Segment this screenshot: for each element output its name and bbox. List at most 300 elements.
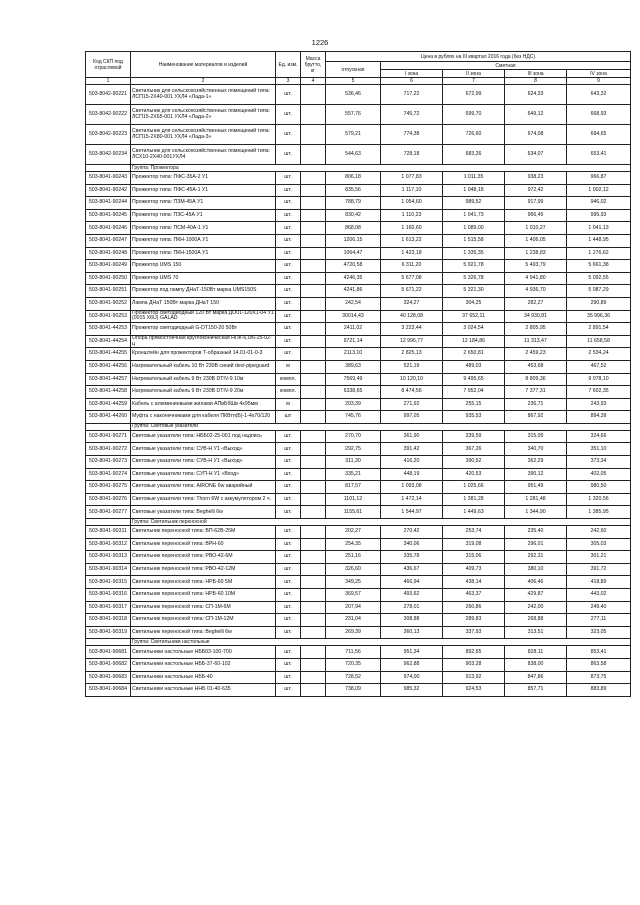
price-zone1-cell: 1 110,23: [381, 209, 443, 222]
price-zone4-cell: 11 658,58: [567, 335, 631, 348]
item-code-cell: 503-8041-90250: [86, 272, 131, 285]
price-zone3-cell: 406,46: [505, 576, 567, 589]
mass-cell: [301, 563, 326, 576]
item-name-cell: Прожектор типа: ПКН-1500А У1: [131, 247, 276, 260]
mass-cell: [301, 506, 326, 519]
mass-cell: [301, 272, 326, 285]
price-zone2-cell: 1 089,00: [443, 222, 505, 235]
item-name-cell: Прожектор светодиодный 120 Вт марка ДО01-120Х1-04 У1 (0015 X6U) GALAD: [132, 310, 274, 322]
price-zone2-cell: 1 449,63: [443, 506, 505, 519]
unit-cell: шт.: [276, 576, 301, 589]
unit-cell: шт.: [276, 197, 301, 210]
unit-cell: м: [276, 398, 301, 411]
price-zone3-cell: 453,68: [505, 360, 567, 373]
price-release-cell: 311,30: [326, 456, 381, 469]
table-row: [86, 468, 631, 481]
table-row: [86, 209, 631, 222]
price-release-cell: 326,60: [326, 563, 381, 576]
price-zone1-cell: 308,88: [381, 614, 443, 627]
table-row: [86, 443, 631, 456]
price-zone4-cell: 668,93: [567, 105, 631, 125]
mass-cell: [301, 456, 326, 469]
price-zone3-cell: 235,40: [505, 526, 567, 539]
unit-cell: шт.: [276, 323, 301, 336]
header-name: Наименование материалов и изделий: [131, 52, 276, 78]
table-row: [86, 184, 631, 197]
unit-cell: шт.: [276, 506, 301, 519]
price-zone2-cell: 1 515,58: [443, 234, 505, 247]
unit-cell: шт.: [276, 209, 301, 222]
price-zone1-cell: 1 544,97: [381, 506, 443, 519]
price-zone2-cell: 253,74: [443, 526, 505, 539]
item-name-cell: Светильник переносной типа: НРБ-60 5М: [131, 576, 276, 589]
item-name-cell: Прожектор светодиодный G-DT150-20 50Вт: [131, 323, 276, 336]
mass-cell: [301, 373, 326, 386]
mass-cell: [301, 658, 326, 671]
table-row: [86, 285, 631, 298]
item-name-cell: Прожектор типа: ПКН-1000А У1: [131, 234, 276, 247]
price-release-cell: 30014,43: [326, 310, 381, 323]
mass-cell: [301, 589, 326, 602]
unit-cell: шт.: [276, 297, 301, 310]
unit-cell: шт.: [276, 247, 301, 260]
unit-cell: шт.: [276, 671, 301, 684]
table-row: [86, 626, 631, 639]
unit-cell: шт.: [276, 684, 301, 697]
table-row: [86, 145, 631, 165]
price-release-cell: 544,63: [326, 145, 381, 165]
table-row: [86, 172, 631, 185]
unit-cell: шт: [276, 411, 301, 424]
price-zone3-cell: 1 281,48: [505, 493, 567, 506]
group-row: [86, 519, 631, 526]
price-zone2-cell: 5 326,78: [443, 272, 505, 285]
price-zone3-cell: 296,01: [505, 538, 567, 551]
mass-cell: [301, 551, 326, 564]
header-zone-3: III зона: [505, 70, 567, 78]
item-code-cell: 503-8041-90273: [86, 456, 131, 469]
price-zone3-cell: 634,07: [505, 145, 567, 165]
price-zone1-cell: 335,78: [381, 551, 443, 564]
price-release-cell: 4720,58: [326, 260, 381, 273]
unit-cell: м: [276, 360, 301, 373]
price-zone1-cell: 974,00: [381, 671, 443, 684]
item-code-cell: 503-8041-90313: [86, 551, 131, 564]
item-code-cell: 503-8041-90253: [86, 310, 131, 323]
price-zone2-cell: 37 652,11: [443, 310, 505, 323]
header-zone-4: IV зона: [567, 70, 631, 78]
table-row: [86, 398, 631, 411]
price-zone1-cell: 466,94: [381, 576, 443, 589]
price-zone4-cell: 5 661,38: [567, 260, 631, 273]
price-zone2-cell: 304,25: [443, 297, 505, 310]
price-release-cell: 270,70: [326, 430, 381, 443]
price-release-cell: 369,57: [326, 589, 381, 602]
item-code-cell: 503-8041-44254: [86, 335, 131, 348]
price-zone2-cell: 5 921,78: [443, 260, 505, 273]
price-zone4-cell: 402,05: [567, 468, 631, 481]
price-zone2-cell: 683,26: [443, 145, 505, 165]
price-zone4-cell: 1 320,56: [567, 493, 631, 506]
unit-cell: шт.: [276, 184, 301, 197]
price-zone4-cell: 2 891,54: [567, 323, 631, 336]
table-row: [86, 222, 631, 235]
mass-cell: [301, 222, 326, 235]
mass-cell: [301, 526, 326, 539]
price-release-cell: 728,52: [326, 671, 381, 684]
mass-cell: [301, 310, 326, 323]
price-zone1-cell: 8 474,56: [381, 386, 443, 399]
price-zone4-cell: 883,89: [567, 684, 631, 697]
item-code-cell: 503-8042-90234: [86, 145, 131, 165]
price-zone1-cell: 5 677,08: [381, 272, 443, 285]
table-row: [86, 493, 631, 506]
price-zone3-cell: 8 809,36: [505, 373, 567, 386]
group-label: Группа: Световые указатели: [131, 423, 631, 430]
table-row: [86, 481, 631, 494]
price-zone1-cell: 493,62: [381, 589, 443, 602]
price-zone3-cell: 282,27: [505, 297, 567, 310]
table-row: [86, 614, 631, 627]
price-zone1-cell: 5 671,22: [381, 285, 443, 298]
item-name-cell: Прожектор типа: ПЗМ-45А У1: [131, 197, 276, 210]
item-code-cell: 503-8041-90311: [86, 526, 131, 539]
price-release-cell: 7569,49: [326, 373, 381, 386]
mass-cell: [301, 234, 326, 247]
price-zone1-cell: 360,13: [381, 626, 443, 639]
price-zone3-cell: 867,92: [505, 411, 567, 424]
price-zone3-cell: 938,23: [505, 172, 567, 185]
price-zone2-cell: 489,03: [443, 360, 505, 373]
item-code-cell: 503-8041-90317: [86, 601, 131, 614]
unit-cell: шт.: [276, 481, 301, 494]
price-zone3-cell: 292,31: [505, 551, 567, 564]
table-row: [86, 526, 631, 539]
price-zone2-cell: 892,65: [443, 646, 505, 659]
item-name-cell: Кабель с алюминиевыми жилами АПвБбШв 4х95мм: [131, 398, 276, 411]
mass-cell: [301, 430, 326, 443]
mass-cell: [301, 601, 326, 614]
price-zone2-cell: 903,28: [443, 658, 505, 671]
item-name-cell: Световые указатели типа: НББ02-25-001 под надпись: [131, 430, 276, 443]
price-zone4-cell: 243,93: [567, 398, 631, 411]
mass-cell: [301, 260, 326, 273]
price-zone3-cell: 2 805,95: [505, 323, 567, 336]
mass-cell: [301, 172, 326, 185]
item-name-cell: Световые указатели типа: AIRONE 6w аварийный: [131, 481, 276, 494]
col-number: 6: [381, 78, 443, 85]
price-release-cell: 720,35: [326, 658, 381, 671]
table-row: [86, 197, 631, 210]
price-zone1-cell: 774,38: [381, 125, 443, 145]
price-zone2-cell: 913,92: [443, 671, 505, 684]
price-zone2-cell: 672,99: [443, 85, 505, 105]
price-zone2-cell: 409,73: [443, 563, 505, 576]
price-zone3-cell: 34 930,81: [505, 310, 567, 323]
item-code-cell: 503-8041-90247: [86, 234, 131, 247]
price-zone3-cell: 4 941,80: [505, 272, 567, 285]
item-name-cell: Кронштейн для прожекторов Т-образный 14.01-01-0-3: [131, 348, 276, 361]
price-zone1-cell: 1 077,83: [381, 172, 443, 185]
table-row: [86, 551, 631, 564]
price-zone1-cell: 1 472,14: [381, 493, 443, 506]
item-code-cell: 503-8041-90316: [86, 589, 131, 602]
item-name-cell: Прожектор UMS 70: [131, 272, 276, 285]
price-release-cell: 817,57: [326, 481, 381, 494]
price-zone2-cell: 420,53: [443, 468, 505, 481]
unit-cell: шт.: [276, 614, 301, 627]
price-release-cell: 745,76: [326, 411, 381, 424]
price-release-cell: 835,56: [326, 184, 381, 197]
price-release-cell: 202,27: [326, 526, 381, 539]
price-zone3-cell: 674,08: [505, 125, 567, 145]
price-zone4-cell: 418,89: [567, 576, 631, 589]
price-zone4-cell: 873,75: [567, 671, 631, 684]
price-zone3-cell: 857,71: [505, 684, 567, 697]
price-zone4-cell: 1 448,95: [567, 234, 631, 247]
price-zone3-cell: 2 459,23: [505, 348, 567, 361]
mass-cell: [301, 646, 326, 659]
price-zone2-cell: 3 024,54: [443, 323, 505, 336]
item-name-cell: Светильник для сельскохозяйственных помещений типа: ЛСХ10-2Х40-001УХЛ4: [131, 145, 276, 165]
price-zone2-cell: 9 495,65: [443, 373, 505, 386]
mass-cell: [301, 145, 326, 165]
price-zone1-cell: 1 093,08: [381, 481, 443, 494]
item-name-cell: Светильник переносной типа: РВО-42-6М: [131, 551, 276, 564]
mass-cell: [301, 105, 326, 125]
price-zone1-cell: 521,19: [381, 360, 443, 373]
mass-cell: [301, 626, 326, 639]
unit-cell: шт.: [276, 260, 301, 273]
group-row: [86, 423, 631, 430]
unit-cell: шт.: [276, 538, 301, 551]
price-zone2-cell: 1 041,73: [443, 209, 505, 222]
header-unit: Ед. изм.: [276, 52, 301, 78]
price-zone3-cell: 1 238,83: [505, 247, 567, 260]
price-zone4-cell: 5 087,29: [567, 285, 631, 298]
price-zone2-cell: 726,60: [443, 125, 505, 145]
table-row: [86, 411, 631, 424]
unit-cell: шт.: [276, 310, 301, 323]
price-release-cell: 579,21: [326, 125, 381, 145]
unit-cell: шт.: [276, 658, 301, 671]
mass-cell: [301, 386, 326, 399]
price-zone4-cell: 863,58: [567, 658, 631, 671]
price-zone1-cell: 6 311,20: [381, 260, 443, 273]
unit-cell: компл.: [276, 373, 301, 386]
price-zone1-cell: 436,67: [381, 563, 443, 576]
item-code-cell: 503-8041-90275: [86, 481, 131, 494]
price-release-cell: 349,25: [326, 576, 381, 589]
price-zone4-cell: 277,11: [567, 614, 631, 627]
col-number: 2: [131, 78, 276, 85]
price-zone2-cell: 260,86: [443, 601, 505, 614]
header-zone-2: II зона: [443, 70, 505, 78]
unit-cell: шт.: [276, 125, 301, 145]
mass-cell: [301, 285, 326, 298]
item-name-cell: Светильник переносной типа: СП-1М-6М: [131, 601, 276, 614]
price-zone2-cell: 2 650,81: [443, 348, 505, 361]
price-zone2-cell: 339,59: [443, 430, 505, 443]
mass-cell: [301, 335, 326, 348]
item-name-cell: Муфта с наконечниками для кабеля ПКВтп(Б)-1-4х70/120: [131, 411, 276, 424]
price-zone4-cell: 290,89: [567, 297, 631, 310]
header-estimate: Сметная: [381, 62, 631, 70]
item-code-cell: 503-8041-90683: [86, 671, 131, 684]
item-code-cell: 503-8041-44258: [86, 386, 131, 399]
price-zone4-cell: 301,21: [567, 551, 631, 564]
price-zone3-cell: 390,12: [505, 468, 567, 481]
price-zone1-cell: 1 423,18: [381, 247, 443, 260]
mass-cell: [301, 125, 326, 145]
price-release-cell: 711,56: [326, 646, 381, 659]
unit-cell: шт.: [276, 348, 301, 361]
price-release-cell: 806,18: [326, 172, 381, 185]
item-code-cell: 503-8041-90312: [86, 538, 131, 551]
price-zone2-cell: 438,14: [443, 576, 505, 589]
mass-cell: [301, 184, 326, 197]
price-release-cell: 2113,10: [326, 348, 381, 361]
price-zone2-cell: 989,52: [443, 197, 505, 210]
item-name-cell: Светильник переносной типа: РВО-42-12М: [131, 563, 276, 576]
price-zone4-cell: 1 385,95: [567, 506, 631, 519]
price-zone3-cell: 380,10: [505, 563, 567, 576]
price-zone3-cell: 951,49: [505, 481, 567, 494]
price-zone4-cell: 694,65: [567, 125, 631, 145]
price-zone3-cell: 1 406,05: [505, 234, 567, 247]
price-release-cell: 1155,61: [326, 506, 381, 519]
price-zone4-cell: 653,41: [567, 145, 631, 165]
price-zone1-cell: 448,19: [381, 468, 443, 481]
table-row: [86, 430, 631, 443]
item-name-cell: Световые указатели типа: Beghelli 6w: [131, 506, 276, 519]
mass-cell: [301, 538, 326, 551]
price-zone2-cell: 12 184,86: [443, 335, 505, 348]
price-zone1-cell: 962,88: [381, 658, 443, 671]
price-zone3-cell: 838,00: [505, 658, 567, 671]
price-release-cell: 251,16: [326, 551, 381, 564]
item-code-cell: 503-8041-90319: [86, 626, 131, 639]
price-zone3-cell: 429,87: [505, 589, 567, 602]
mass-cell: [301, 247, 326, 260]
unit-cell: шт.: [276, 285, 301, 298]
price-zone1-cell: 717,22: [381, 85, 443, 105]
mass-cell: [301, 576, 326, 589]
unit-cell: шт.: [276, 430, 301, 443]
price-zone3-cell: 966,45: [505, 209, 567, 222]
group-spacer: [86, 639, 131, 646]
price-zone2-cell: 337,93: [443, 626, 505, 639]
price-zone1-cell: 951,34: [381, 646, 443, 659]
price-zone4-cell: 894,39: [567, 411, 631, 424]
mass-cell: [301, 493, 326, 506]
unit-cell: шт.: [276, 85, 301, 105]
item-name-cell: Светильники настольные НББ-40: [131, 671, 276, 684]
item-name-cell: Светильники настольные ННБ 01-40-635: [131, 684, 276, 697]
item-code-cell: 503-8041-90245: [86, 209, 131, 222]
price-zone4-cell: 467,52: [567, 360, 631, 373]
price-zone3-cell: 362,29: [505, 456, 567, 469]
unit-cell: шт.: [276, 222, 301, 235]
price-release-cell: 557,76: [326, 105, 381, 125]
price-zone1-cell: 271,92: [381, 398, 443, 411]
item-code-cell: 503-8041-44253: [86, 323, 131, 336]
mass-cell: [301, 411, 326, 424]
item-code-cell: 503-8041-90243: [86, 172, 131, 185]
price-release-cell: 335,21: [326, 468, 381, 481]
item-name-cell: Прожектор типа: ПЗС-45А У1: [131, 209, 276, 222]
price-zone2-cell: 1 048,18: [443, 184, 505, 197]
item-name-cell: Светильник переносной типа: НРБ-60 10М: [131, 589, 276, 602]
table-row: [86, 335, 631, 348]
col-number: 1: [86, 78, 131, 85]
table-row: [86, 589, 631, 602]
item-code-cell: 503-8041-90251: [86, 285, 131, 298]
mass-cell: [301, 468, 326, 481]
unit-cell: шт.: [276, 443, 301, 456]
table-row: [86, 272, 631, 285]
price-zone3-cell: 4 936,70: [505, 285, 567, 298]
item-code-cell: 503-8041-90249: [86, 260, 131, 273]
price-zone3-cell: 649,12: [505, 105, 567, 125]
price-release-cell: 536,46: [326, 85, 381, 105]
price-release-cell: 1101,12: [326, 493, 381, 506]
price-zone3-cell: 1 344,90: [505, 506, 567, 519]
header-code: Код СКП под отраслевой: [86, 52, 131, 78]
price-release-cell: 738,09: [326, 684, 381, 697]
mass-cell: [301, 671, 326, 684]
price-zone2-cell: 390,52: [443, 456, 505, 469]
item-name-cell: Светильник для сельскохозяйственных помещений типа: ЛСП15-2Х65-001 УХЛ4 «Лада-2»: [131, 105, 276, 125]
item-name-cell: Опора прямостоечная круглоконическая НПК-6,0/6-25-02-ц: [131, 335, 276, 348]
item-name-cell: Световые указатели типа: Thorn 6W с аккумулятором 2 ч.: [131, 493, 276, 506]
unit-cell: шт.: [276, 335, 301, 348]
col-number: 4: [301, 78, 326, 85]
price-zone1-cell: 997,05: [381, 411, 443, 424]
mass-cell: [301, 323, 326, 336]
mass-cell: [301, 360, 326, 373]
table-row: [86, 310, 631, 323]
price-zone1-cell: 391,42: [381, 443, 443, 456]
col-number: 8: [505, 78, 567, 85]
price-zone1-cell: 2 825,13: [381, 348, 443, 361]
price-release-cell: 788,79: [326, 197, 381, 210]
item-name-cell: Светильники настольные НББ03-100-700: [131, 646, 276, 659]
price-zone3-cell: 340,70: [505, 443, 567, 456]
price-zone1-cell: 728,18: [381, 145, 443, 165]
item-code-cell: 503-8041-90681: [86, 646, 131, 659]
mass-cell: [301, 197, 326, 210]
price-zone3-cell: 847,86: [505, 671, 567, 684]
price-zone2-cell: 315,06: [443, 551, 505, 564]
item-name-cell: Светильники настольные НББ-37-60-102: [131, 658, 276, 671]
item-code-cell: 503-8042-90223: [86, 125, 131, 145]
price-release-cell: 1206,15: [326, 234, 381, 247]
price-release-cell: 830,42: [326, 209, 381, 222]
table-row: [86, 348, 631, 361]
unit-cell: шт.: [276, 601, 301, 614]
price-release-cell: 242,54: [326, 297, 381, 310]
unit-cell: шт.: [276, 646, 301, 659]
price-zone1-cell: 1 054,60: [381, 197, 443, 210]
mass-cell: [301, 348, 326, 361]
price-zone4-cell: 946,02: [567, 197, 631, 210]
price-zone2-cell: 935,53: [443, 411, 505, 424]
item-code-cell: 503-8041-90682: [86, 658, 131, 671]
item-code-cell: 503-8042-90222: [86, 105, 131, 125]
price-zone3-cell: 313,51: [505, 626, 567, 639]
price-zone2-cell: 255,15: [443, 398, 505, 411]
